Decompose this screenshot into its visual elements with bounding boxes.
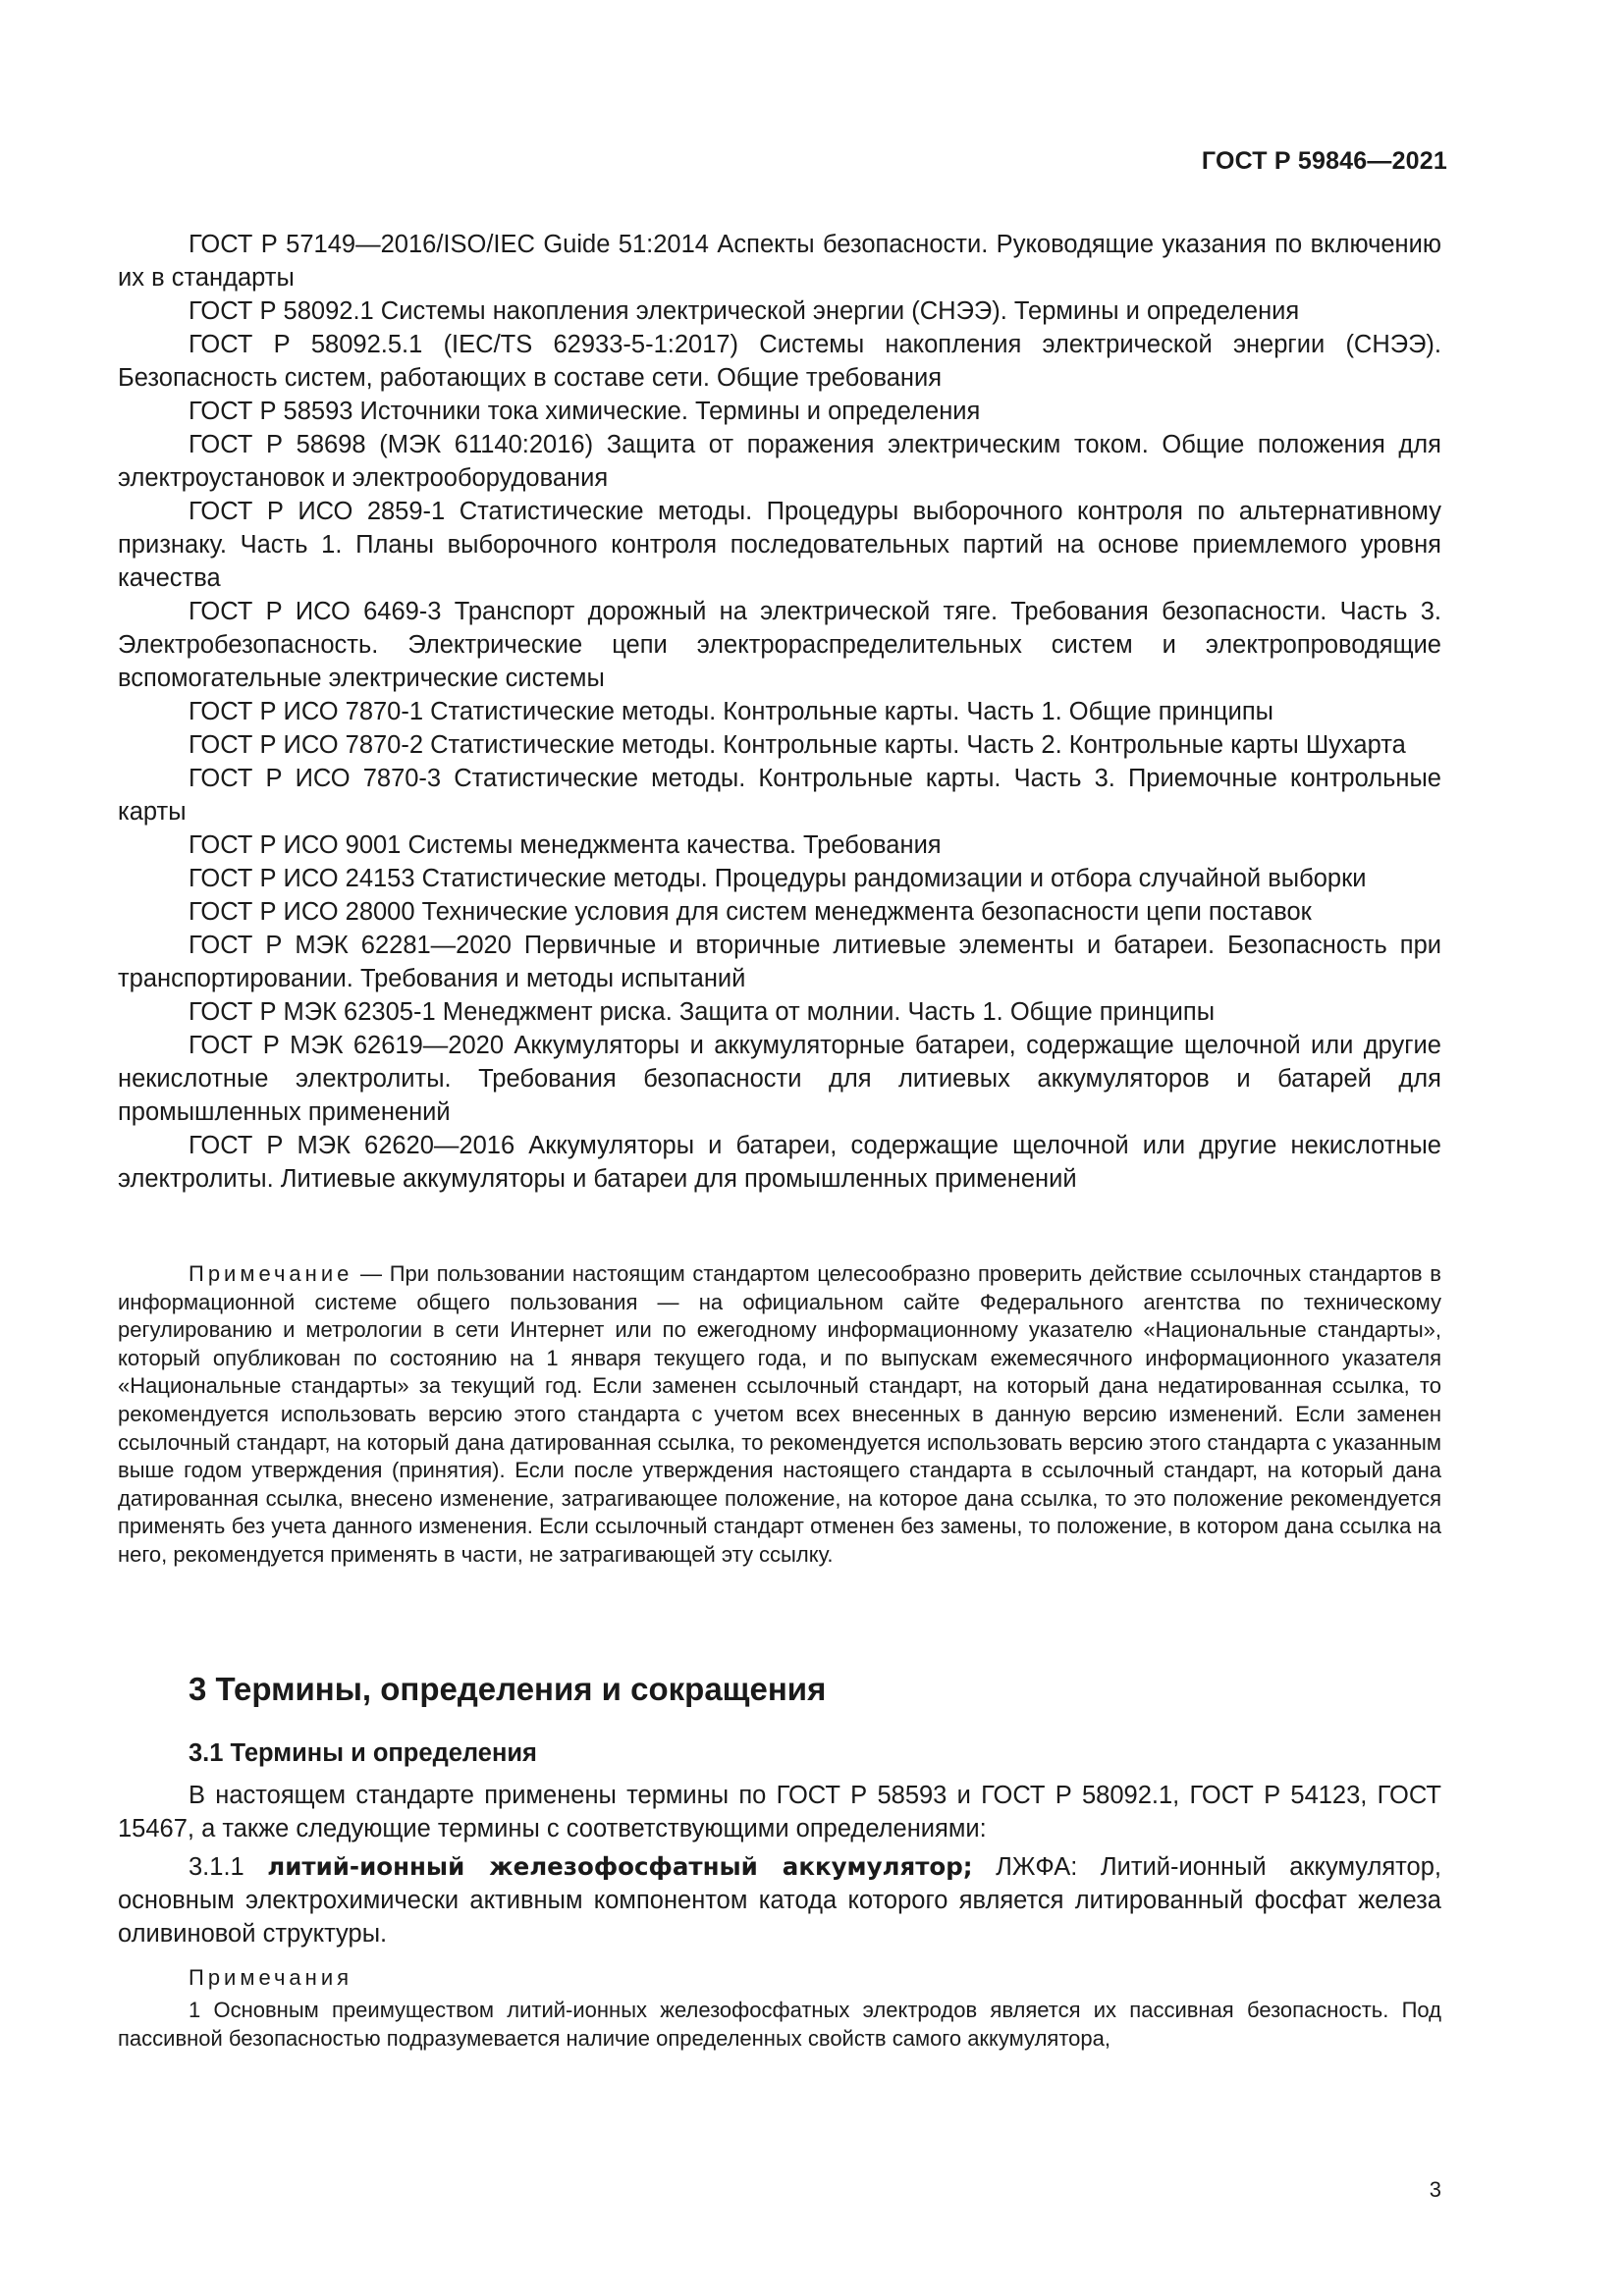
note-text: — При пользовании настоящим стандартом целесообразно проверить действие ссылочных стандартов в информационной системе общего пользования — на официальном сайте Федерального агентства по техническому регулированию и метрологии в сети Интернет или по ежегодному информационному указателю «Национальные стандарты», который опубликован по состоянию на 1 января текущего года, и по выпускам ежемесячного информационного указателя «Национальные стандарты» за текущий год. Если заменен ссылочный стандарт, на который дана недатированная ссылка, то рекомендуется использовать версию этого стандарта с учетом всех внесенных в данную версию изменений. Если заменен ссылочный стандарт, на который дана датированная ссылка, то рекомендуется использовать версию этого стандарта с указанным выше годом утверждения (принятия). Если после утверждения настоящего стандарта в ссылочный стандарт, на который дана датированная ссылка, внесено изменение, затрагивающее положение, на которое дана ссылка, то это положение рекомендуется применять без учета данного изменения. Если ссылочный стандарт отменен без замены, то положение, в котором дана ссылка на него, рекомендуется применять в части, не затрагивающей эту ссылку. xyxy=(118,1261,1441,1567)
term-number: 3.1.1 xyxy=(189,1853,268,1881)
reference-item: ГОСТ Р 58698 (МЭК 61140:2016) Защита от поражения электрическим током. Общие положения для электроустановок и электрооборудования xyxy=(118,431,1441,492)
reference-item: ГОСТ Р 57149—2016/ISO/IEC Guide 51:2014 Аспекты безопасности. Руководящие указания по включению их в стандарты xyxy=(118,231,1441,292)
term-name: литий-ионный железофосфатный аккумулятор; xyxy=(267,1852,973,1881)
references-note xyxy=(118,1260,1441,1570)
reference-item: ГОСТ Р ИСО 6469-3 Транспорт дорожный на электрической тяге. Требования безопасности. Часть 3. Электробезопасность. Электрические цепи электрораспределительных систем и электропроводящие вспомогательные электрические системы xyxy=(118,598,1441,692)
reference-item: ГОСТ Р 58092.5.1 (IEC/TS 62933-5-1:2017) Системы накопления электрической энергии (СНЭЭ). Безопасность систем, работающих в составе сети. Общие требования xyxy=(118,331,1441,392)
page-number: 3 xyxy=(1429,2177,1441,2202)
normative-references-list xyxy=(118,228,1441,1196)
reference-item: ГОСТ Р ИСО 7870-3 Статистические методы. Контрольные карты. Часть 3. Приемочные контрольные карты xyxy=(118,765,1441,826)
document-code-header: ГОСТ Р 59846—2021 xyxy=(1201,147,1447,175)
reference-item: ГОСТ Р 58092.1 Системы накопления электрической энергии (СНЭЭ). Термины и определения xyxy=(189,297,1300,325)
reference-item: ГОСТ Р ИСО 7870-1 Статистические методы. Контрольные карты. Часть 1. Общие принципы xyxy=(189,698,1273,725)
reference-item: ГОСТ Р МЭК 62281—2020 Первичные и вторичные литиевые элементы и батареи. Безопасность при транспортировании. Требования и методы испытаний xyxy=(118,932,1441,992)
note-label: Примечание xyxy=(189,1261,353,1286)
term-definition xyxy=(118,1850,1441,1950)
subsection-title: 3.1 Термины и определения xyxy=(189,1739,537,1767)
reference-item: ГОСТ Р ИСО 28000 Технические условия для систем менеджмента безопасности цепи поставок xyxy=(189,898,1312,926)
reference-item: ГОСТ Р МЭК 62619—2020 Аккумуляторы и аккумуляторные батареи, содержащие щелочной или другие некислотные электролиты. Требования безопасности для литиевых аккумуляторов и батарей для промышленных применений xyxy=(118,1032,1441,1126)
notes-label: Примечания xyxy=(189,1965,353,1990)
section-title: 3 Термины, определения и сокращения xyxy=(189,1671,827,1707)
terms-intro-paragraph: В настоящем стандарте применены термины по ГОСТ Р 58593 и ГОСТ Р 58092.1, ГОСТ Р 54123, ГОСТ 15467, а также следующие термины с соответствующими определениями: xyxy=(118,1782,1441,1842)
reference-item: ГОСТ Р 58593 Источники тока химические. Термины и определения xyxy=(189,398,981,425)
term-note-1: 1 Основным преимуществом литий-ионных железофосфатных электродов является их пассивная безопасность. Под пассивной безопасностью подразумевается наличие определенных свойств самого аккумулятора, xyxy=(118,1998,1441,2051)
reference-item: ГОСТ Р ИСО 24153 Статистические методы. Процедуры рандомизации и отбора случайной выборки xyxy=(189,865,1367,892)
reference-item: ГОСТ Р ИСО 2859-1 Статистические методы. Процедуры выборочного контроля по альтернативному признаку. Часть 1. Планы выборочного контроля последовательных партий на основе приемлемого уровня качества xyxy=(118,498,1441,592)
term-definition-text: ЛЖФА: Литий-ионный аккумулятор, основным электрохимически активным компонентом катода которого является литированный фосфат железа оливиновой структуры. xyxy=(118,1853,1441,1948)
reference-item: ГОСТ Р МЭК 62620—2016 Аккумуляторы и батареи, содержащие щелочной или другие некислотные электролиты. Литиевые аккумуляторы и батареи для промышленных применений xyxy=(118,1132,1441,1193)
reference-item: ГОСТ Р ИСО 9001 Системы менеджмента качества. Требования xyxy=(189,831,942,859)
reference-item: ГОСТ Р ИСО 7870-2 Статистические методы. Контрольные карты. Часть 2. Контрольные карты Шухарта xyxy=(189,731,1406,759)
reference-item: ГОСТ Р МЭК 62305-1 Менеджмент риска. Защита от молнии. Часть 1. Общие принципы xyxy=(189,998,1216,1026)
